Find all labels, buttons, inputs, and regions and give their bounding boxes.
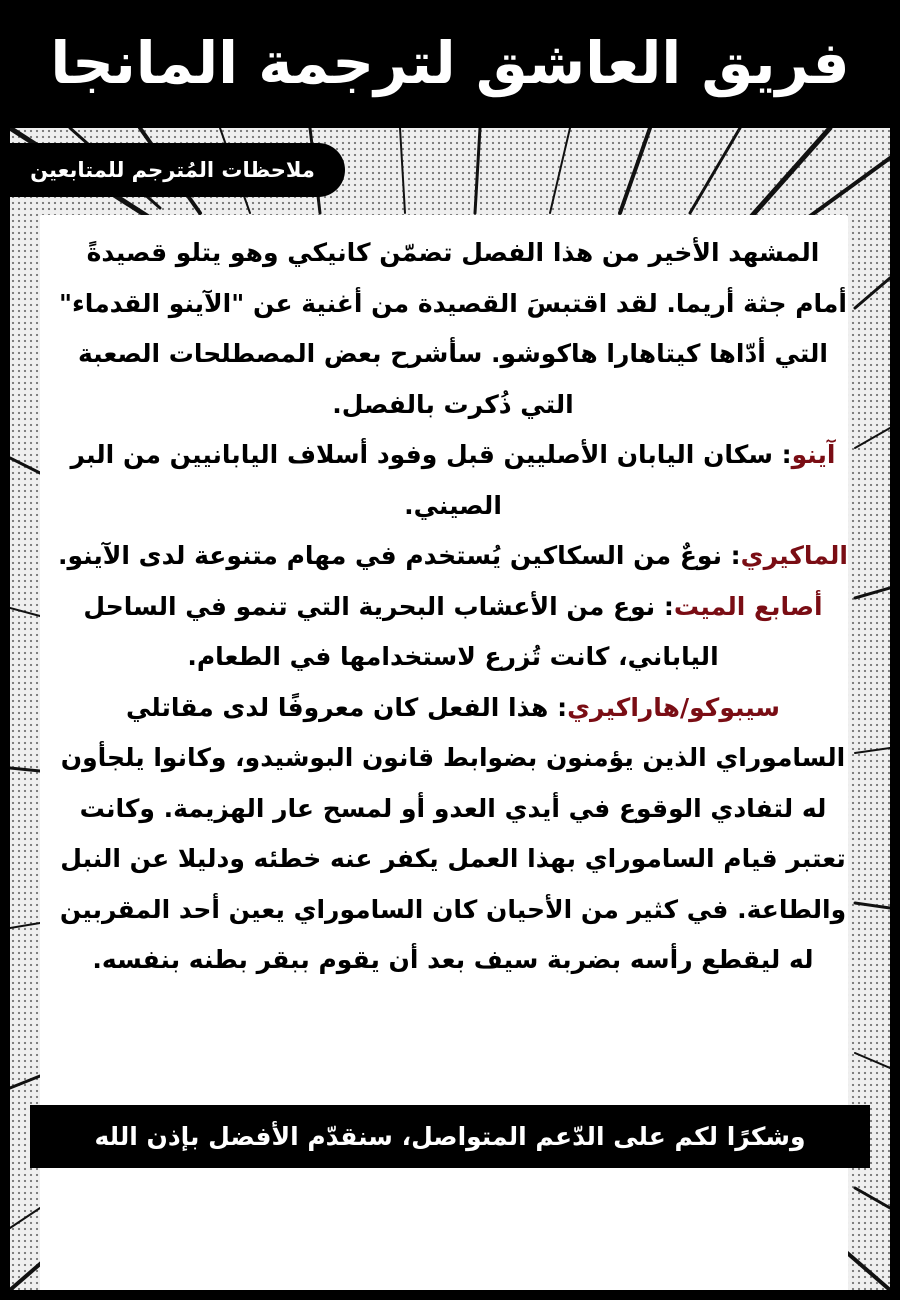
term-definition: : نوعٌ من السكاكين يُستخدم في مهام متنوعة لدى الآينو.: [58, 541, 741, 570]
notes-content: [58, 228, 848, 986]
term-entry-makiri: [58, 531, 848, 582]
term-label: الماكيري: [740, 541, 848, 570]
term-label: سيبوكو/هاراكيري: [567, 692, 781, 722]
term-definition: : هذا الفعل كان معروفًا لدى مقاتلي الساموراي الذين يؤمنون بضوابط قانون البوشيدو، وكانوا يلجأون له لتفادي الوقوع في أيدي العدو أو لمسح عار الهزيمة. وكانت تعتبر قيام الساموراي بهذا العمل يكفر عنه خطئه ودليلا عن النبل والطاعة. في كثير من الأحيان كان الساموراي يعين أحد المقربين له ليقطع رأسه بضربة سيف بعد أن يقوم ببقر بطنه بنفسه.: [59, 692, 847, 974]
translator-notes-label: ملاحظات المُترجم للمتابعين: [0, 143, 345, 197]
team-title: فريق العاشق لترجمة المانجا: [50, 28, 850, 97]
term-entry-dead-fingers: [58, 582, 848, 683]
term-definition: : نوع من الأعشاب البحرية التي تنمو في الساحل الياباني، كانت تُزرع لاستخدامها في الطعام.: [83, 591, 719, 671]
term-entry-seppuku: [58, 683, 848, 986]
header-bar: [0, 0, 900, 125]
term-entry-ainu: [58, 430, 848, 531]
term-label: آينو: [791, 440, 836, 469]
term-label: أصابع الميت: [673, 591, 823, 621]
term-definition: : سكان اليابان الأصليين قبل وفود أسلاف اليابانيين من البر الصيني.: [70, 440, 792, 520]
thanks-banner: وشكرًا لكم على الدّعم المتواصل، سنقدّم الأفضل بإذن الله: [30, 1105, 870, 1168]
intro-paragraph: المشهد الأخير من هذا الفصل تضمّن كانيكي وهو يتلو قصيدةً أمام جثة أريما. لقد اقتبسَ القصيدة من أغنية عن "الآينو القدماء" التي أدّاها كيتاهارا هاكوشو. سأشرح بعض المصطلحات الصعبة التي ذُكرت بالفصل.: [59, 238, 847, 419]
